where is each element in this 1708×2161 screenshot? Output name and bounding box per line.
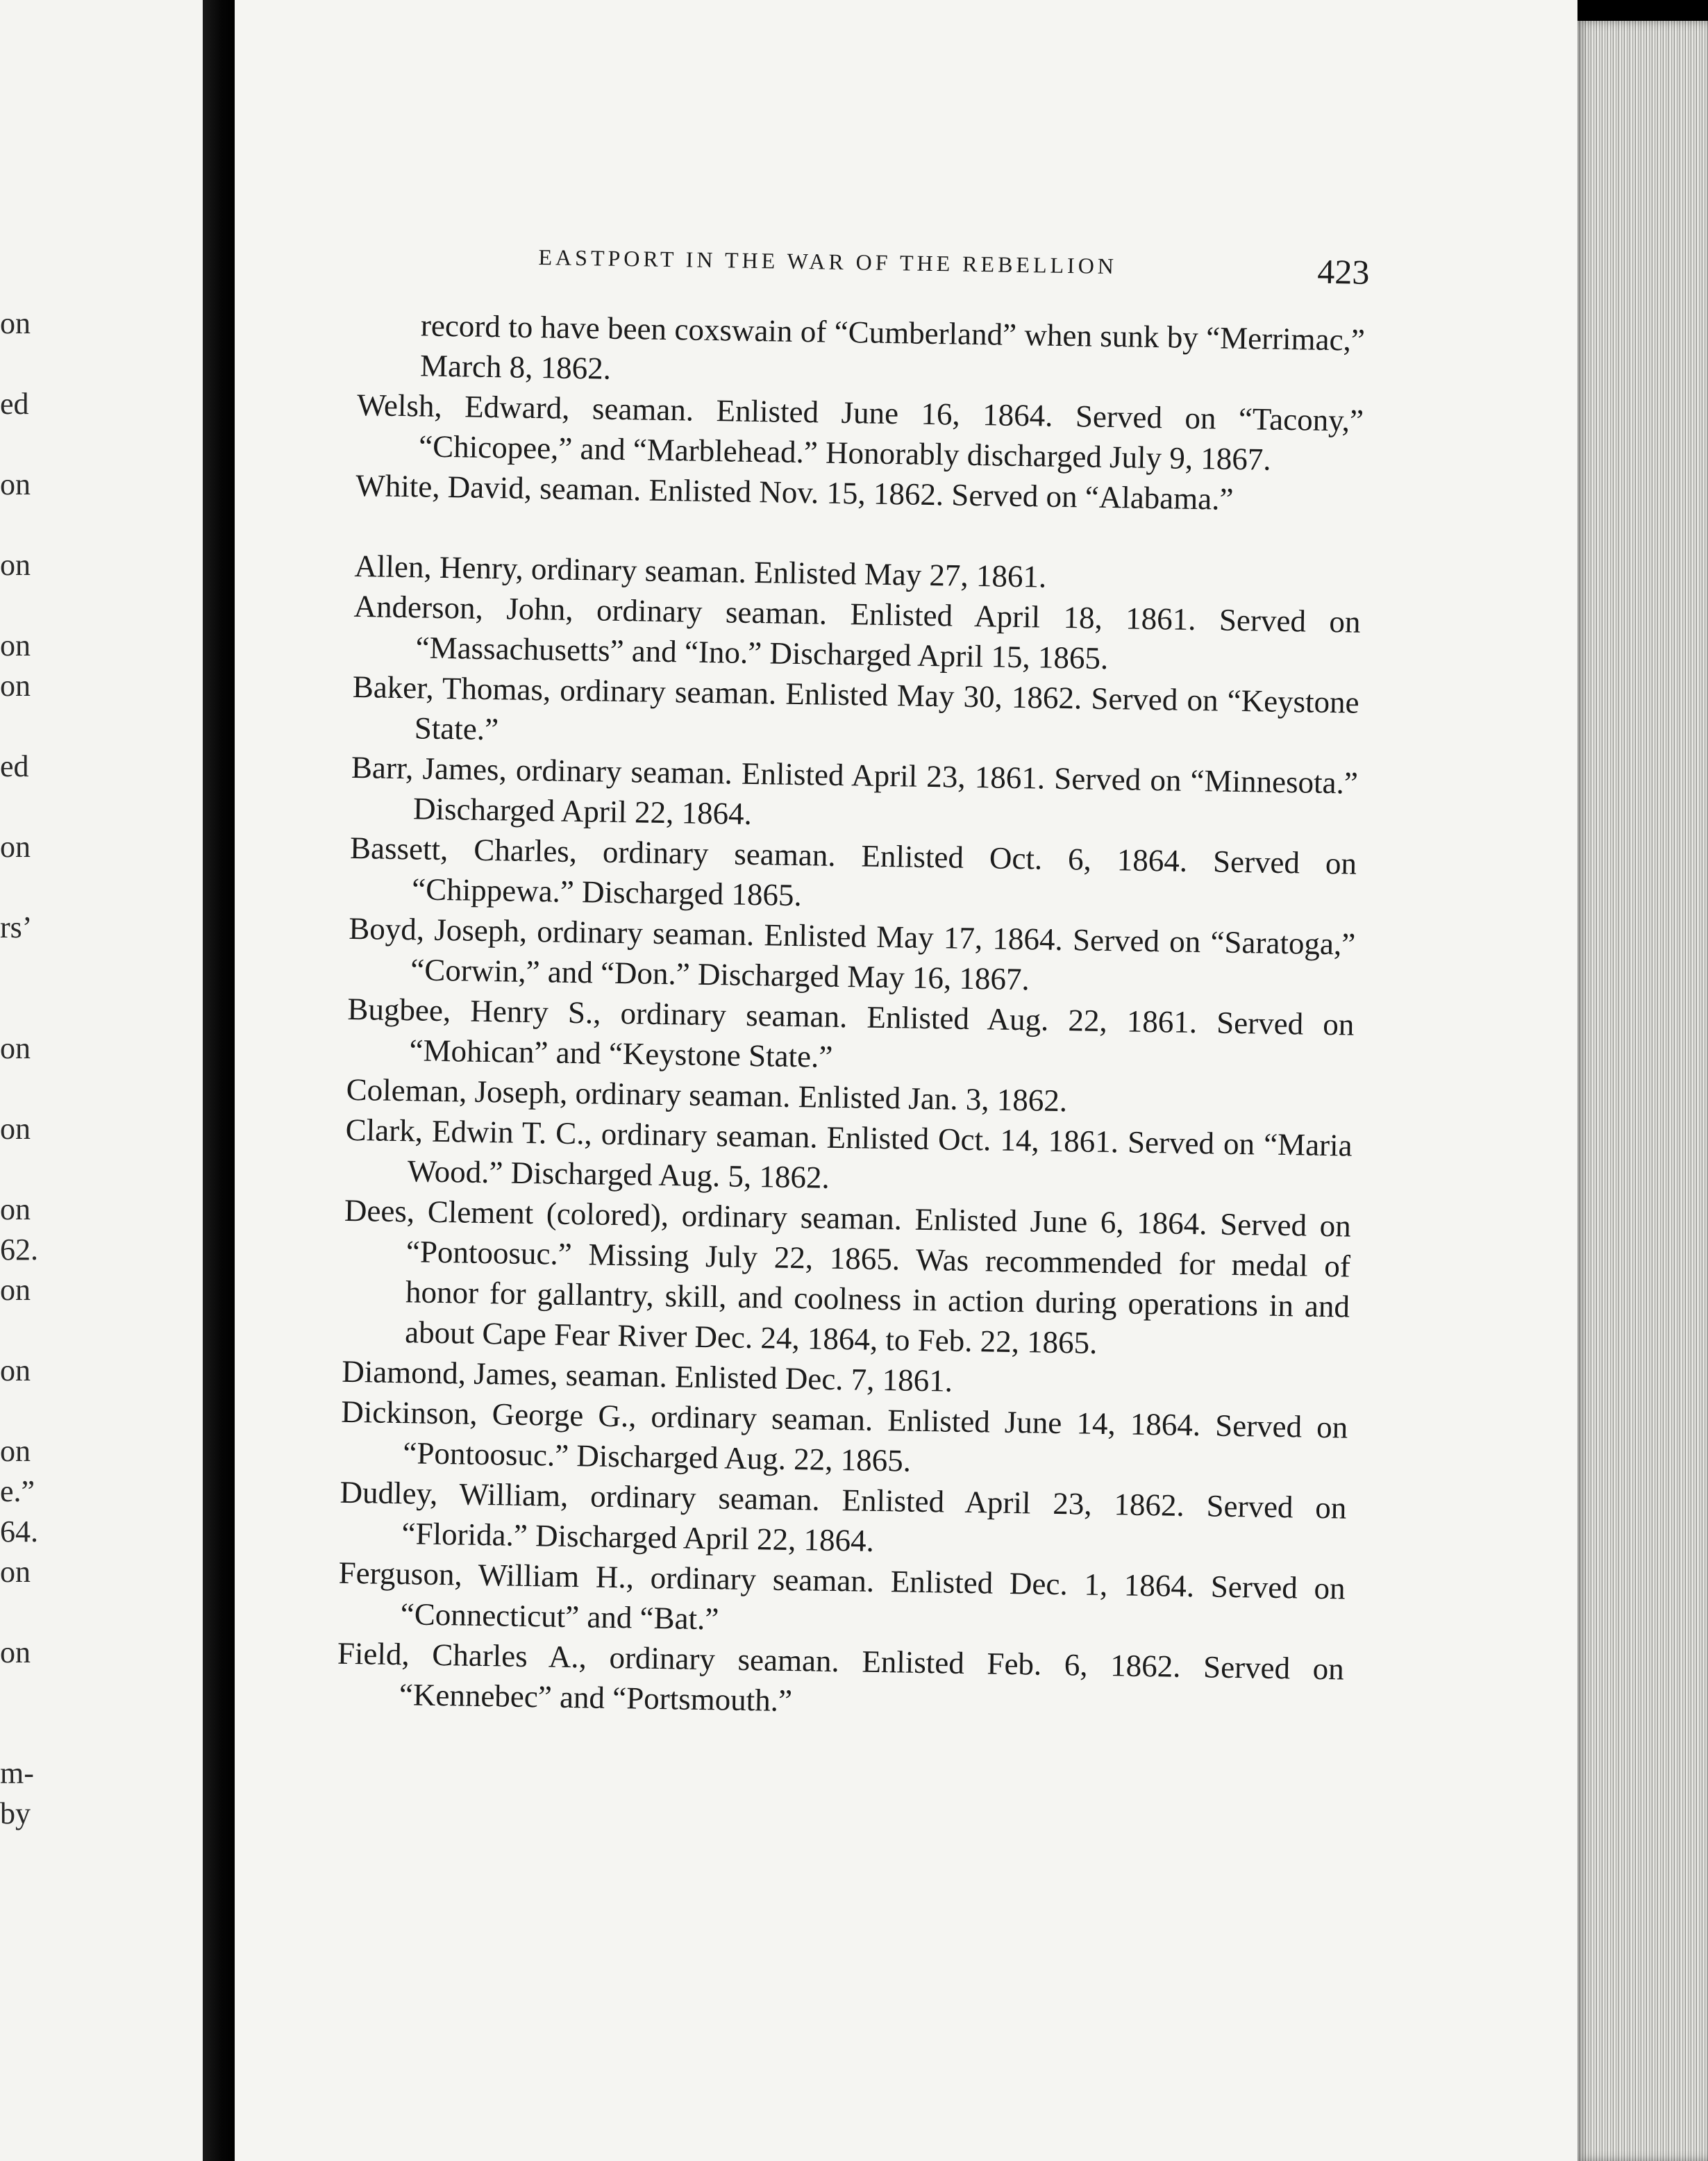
left-fragment: on [0,628,31,662]
list-item: Ferguson, William H., ordinary seaman. Enlisted Dec. 1, 1864. Served on “Connecticut” and “Bat.” [338,1555,1346,1637]
left-fragment: on [0,830,31,864]
left-fragment: rs’ [0,910,33,944]
running-title: EASTPORT IN THE WAR OF THE REBELLION [538,244,1118,279]
list-item: record to have been coxswain of “Cumberland” when sunk by “Merrimac,” March 8, 1862. [419,308,1366,386]
list-item: Dees, Clement (colored), ordinary seaman. Enlisted June 6, 1864. Served on “Pontoosuc.” Missing July 22, 1865. Was recommended for medal of honor for gallantry, skill, and coolness in action during operations in and about Cape Fear River Dec. 24, 1864, to Feb. 22, 1865. [344,1192,1352,1360]
list-item: Diamond, James, seaman. Enlisted Dec. 7, 1861. [341,1353,953,1399]
left-fragment: on [0,1434,31,1468]
list-item: Welsh, Edward, seaman. Enlisted June 16, 1864. Served on “Tacony,” “Chicopee,” and “Marblehead.” Honorably discharged July 9, 1867. [356,387,1364,477]
list-item: Field, Charles A., ordinary seaman. Enlisted Feb. 6, 1862. Served on “Kennebec” and “Portsmouth.” [337,1635,1345,1719]
left-fragment: on [0,1353,31,1387]
page-number: 423 [1316,251,1370,292]
list-item: Allen, Henry, ordinary seaman. Enlisted May 27, 1861. [354,548,1047,594]
list-item: Barr, James, ordinary seaman. Enlisted April 23, 1861. Served on “Minnesota.” Discharged April 22, 1864. [351,749,1359,831]
list-item: Bugbee, Henry S., ordinary seaman. Enlisted Aug. 22, 1861. Served on “Mohican” and “Keystone State.” [347,991,1355,1074]
left-fragment: ed [0,749,29,783]
list-item: Bassett, Charles, ordinary seaman. Enlisted Oct. 6, 1864. Served on “Chippewa.” Discharged 1865. [349,830,1357,913]
left-fragment: on [0,1031,31,1065]
left-fragment: on [0,1635,31,1669]
left-fragment: on [0,1112,31,1146]
page-edges [1577,21,1708,2161]
left-fragment: by [0,1796,31,1830]
roster-entries [337,304,1366,1730]
list-item: Baker, Thomas, ordinary seaman. Enlisted May 30, 1862. Served on “Keystone State.” [352,669,1360,747]
list-item: Clark, Edwin T. C., ordinary seaman. Enlisted Oct. 14, 1861. Served on “Maria Wood.” Discharged Aug. 5, 1862. [345,1112,1353,1195]
left-fragment: 62. [0,1233,38,1267]
left-fragment: 64. [0,1515,38,1549]
left-fragment: on [0,306,31,340]
list-item: Dickinson, George G., ordinary seaman. Enlisted June 14, 1864. Served on “Pontoosuc.” Discharged Aug. 22, 1865. [341,1394,1348,1478]
left-fragment: on [0,548,31,582]
left-fragment: m- [0,1756,34,1790]
left-fragment: on [0,669,31,703]
book-gutter [203,0,235,2161]
list-item: Anderson, John, ordinary seaman. Enlisted April 18, 1861. Served on “Massachusetts” and “Ino.” Discharged April 15, 1865. [353,588,1361,676]
left-fragment: on [0,1192,31,1226]
left-fragment: on [0,1555,31,1589]
left-fragment: e.” [0,1474,35,1508]
list-item: Coleman, Joseph, ordinary seaman. Enlisted Jan. 3, 1862. [346,1071,1068,1119]
left-fragment: on [0,467,31,501]
left-page-text-fragments [0,0,203,2161]
list-item: White, David, seaman. Enlisted Nov. 15, 1862. Served on “Alabama.” [355,467,1234,517]
left-fragment: on [0,1273,31,1307]
left-fragment: ed [0,387,29,421]
page-text [337,236,1370,1730]
page-edges-shadow [1577,0,1708,21]
list-item: Boyd, Joseph, ordinary seaman. Enlisted May 17, 1864. Served on “Saratoga,” “Corwin,” and “Don.” Discharged May 16, 1867. [348,910,1356,997]
list-item: Dudley, William, ordinary seaman. Enlisted April 23, 1862. Served on “Florida.” Discharged April 22, 1864. [340,1474,1347,1558]
